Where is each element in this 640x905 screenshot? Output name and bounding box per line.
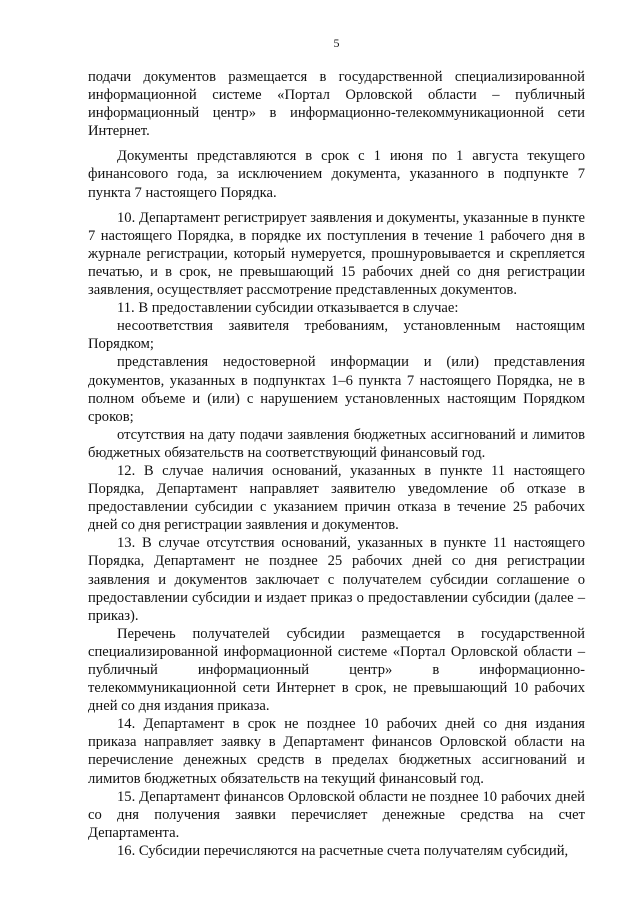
paragraph-item-15: 15. Департамент финансов Орловской области не позднее 10 рабочих дней со дня получения заявки перечисляет денежные средства на счет Департамента. bbox=[88, 788, 585, 841]
document-body bbox=[88, 68, 585, 860]
paragraph-item-16: 16. Субсидии перечисляются на расчетные счета получателям субсидий, bbox=[117, 842, 569, 859]
paragraph-item-14: 14. Департамент в срок не позднее 10 рабочих дней со дня издания приказа направляет заявку в Департамент финансов Орловской области на перечисление денежных средств в пределах бюджетных ассигнований и лимитов бюджетных обязательств на текущий финансовый год. bbox=[88, 716, 585, 787]
paragraph-refusal-reason-1: несоответствия заявителя требованиям, установленным настоящим Порядком; bbox=[88, 318, 585, 353]
paragraph-submission-period: Документы представляются в срок с 1 июня по 1 августа текущего финансового года, за исключением документа, указанного в подпункте 7 пункта 7 настоящего Порядка. bbox=[88, 148, 585, 201]
paragraph-refusal-reason-2: представления недостоверной информации и (или) представления документов, указанных в подпунктах 1–6 пункта 7 настоящего Порядка, не в полном объеме и (или) с нарушением установленных настоящим Порядком сроков; bbox=[88, 354, 585, 425]
paragraph-item-10: 10. Департамент регистрирует заявления и документы, указанные в пункте 7 настоящего Порядка, в порядке их поступления в течение 1 рабочего дня в журнале регистрации, который нумеруется, прошнуровывается и скрепляется печатью, и в срок, не превышающий 15 рабочих дней со дня регистрации заявления, осуществляет рассмотрение представленных документов. bbox=[88, 209, 585, 299]
paragraph-recipients-list: Перечень получателей субсидии размещается в государственной специализированной информационной системе «Портал Орловской области – публичный информационный центр» в информационно-телекоммуникационной сети Интернет в срок, не превышающий 10 рабочих дней со дня издания приказа. bbox=[88, 625, 585, 715]
page-number: 5 bbox=[333, 36, 340, 50]
paragraph-refusal-reason-3: отсутствия на дату подачи заявления бюджетных ассигнований и лимитов бюджетных обязательств на соответствующий финансовый год. bbox=[88, 426, 585, 461]
paragraph-item-13: 13. В случае отсутствия оснований, указанных в пункте 11 настоящего Порядка, Департамент не позднее 25 рабочих дней со дня регистрации заявления и документов заключает с получателем субсидии соглашение о предоставлении субсидии и издает приказ о предоставлении субсидии (далее – приказ). bbox=[88, 535, 585, 624]
paragraph-item-12: 12. В случае наличия оснований, указанных в пункте 11 настоящего Порядка, Департамент направляет заявителю уведомление об отказе в предоставлении субсидии с указанием причин отказа в течение 25 рабочих дней со дня регистрации заявления и документов. bbox=[88, 462, 585, 534]
paragraph-portal-continuation: подачи документов размещается в государственной специализированной информационной системе «Портал Орловской области – публичный информационный центр» в информационно-телекоммуникационной сети Интернет. bbox=[88, 69, 585, 140]
paragraph-item-11: 11. В предоставлении субсидии отказывается в случае: bbox=[117, 300, 459, 317]
